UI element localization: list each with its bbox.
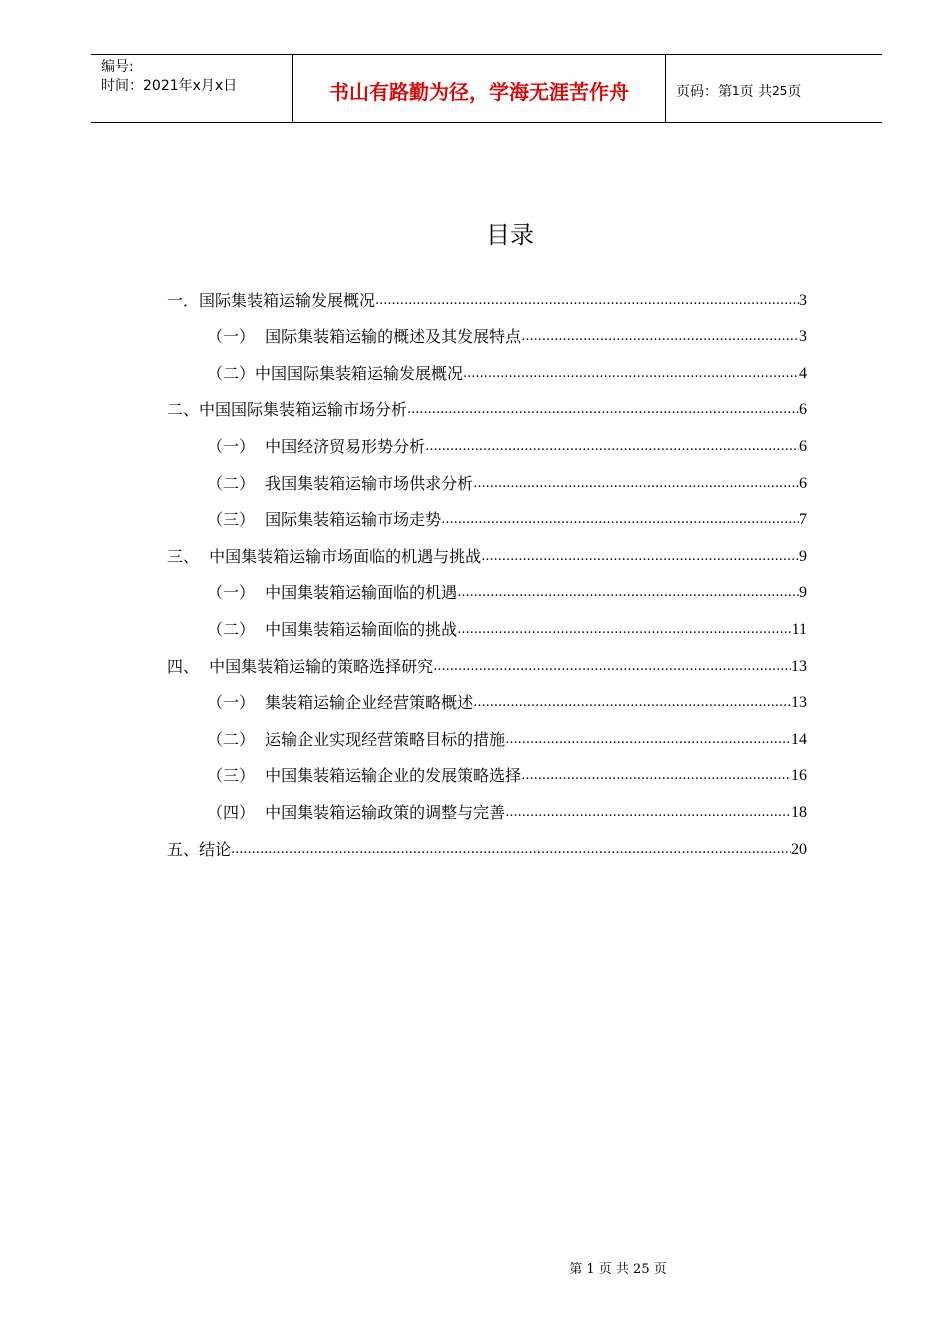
toc-entry[interactable] [167,677,807,714]
toc-entry-page: 4 [799,364,807,382]
page-current: 1 [732,83,740,98]
toc-entry[interactable] [167,786,807,823]
toc-entry[interactable] [167,457,807,494]
toc-entry-label: （一） 中国集装箱运输面临的机遇 [207,583,458,603]
toc-dot-leader [441,510,799,530]
toc-entry-page: 16 [791,767,807,785]
toc-entry-label: （二） 运输企业实现经营策略目标的措施 [207,729,506,749]
toc-entry-page: 6 [799,474,807,492]
toc-dot-leader [521,327,799,347]
toc-entry-label: （二） 我国集装箱运输市场供求分析 [207,473,474,493]
toc-entry-page: 13 [791,657,807,675]
toc-entry-label: 一．国际集装箱运输发展概况 [167,290,376,310]
toc-dot-leader [473,693,791,713]
toc-entry-label: （一） 集装箱运输企业经营策略概述 [207,693,474,713]
toc-dot-leader [457,620,791,640]
toc-entry[interactable] [167,750,807,787]
toc-entry[interactable] [167,640,807,677]
toc-dot-leader [505,730,791,750]
toc-entry[interactable] [167,420,807,457]
toc-entry[interactable] [167,567,807,604]
toc-entry[interactable] [167,384,807,421]
toc-entry-label: 三、 中国集装箱运输市场面临的机遇与挑战 [167,546,482,566]
toc-dot-leader [481,547,799,567]
toc-dot-leader [425,437,799,457]
header-meta [91,55,293,122]
toc-entry[interactable] [167,713,807,750]
toc-entry[interactable] [167,530,807,567]
toc-dot-leader [473,474,799,494]
toc-entry-page: 3 [799,328,807,346]
toc-entry-page: 11 [791,620,807,638]
toc-entry-label: （三） 国际集装箱运输市场走势 [207,510,442,530]
toc-entry[interactable] [167,311,807,348]
page-label-prefix: 页码：第 [676,83,732,100]
toc-dot-leader [457,583,799,603]
page-footer: 第 1 页 共 25 页 [569,1262,667,1277]
toc-dot-leader [231,840,791,860]
toc-dot-leader [463,364,799,384]
toc-entry-page: 6 [799,437,807,455]
toc-entry-page: 3 [799,291,807,309]
page-header [91,54,882,123]
toc-entry[interactable] [167,347,807,384]
toc-dot-leader [407,400,799,420]
toc-entry-label: 二、中国国际集装箱运输市场分析 [167,400,408,420]
document-date-label: 时间：2021年x月x日 [101,78,238,94]
toc-entry-page: 18 [791,803,807,821]
toc-entry-label: 五、结论 [167,839,232,859]
header-page-info [666,55,882,122]
toc-entry-page: 20 [791,840,807,858]
toc-entry-page: 7 [799,511,807,529]
toc-entry-label: （四） 中国集装箱运输政策的调整与完善 [207,802,506,822]
toc-entry-page: 6 [799,401,807,419]
toc-entry-label: （一） 中国经济贸易形势分析 [207,436,426,456]
toc-entry-label: （一） 国际集装箱运输的概述及其发展特点 [207,327,522,347]
toc-dot-leader [375,291,799,311]
toc-entry-page: 9 [799,584,807,602]
toc-entry-label: （二）中国国际集装箱运输发展概况 [207,363,464,383]
toc-entry[interactable] [167,823,807,860]
header-motto: 书山有路勤为径，学海无涯苦作舟 [293,55,666,122]
page-label-suffix: 页 [787,83,802,100]
page-total: 25 [772,83,788,98]
toc-entry[interactable] [167,274,807,311]
page-label-mid: 页 共 [739,83,773,100]
toc-dot-leader [433,657,791,677]
toc-dot-leader [521,766,791,786]
toc-entry-page: 13 [791,694,807,712]
toc-dot-leader [505,803,791,823]
toc-entry-page: 14 [791,730,807,748]
toc-entry-label: （二） 中国集装箱运输面临的挑战 [207,619,458,639]
toc-entry-label: （三） 中国集装箱运输企业的发展策略选择 [207,766,522,786]
toc-entry-page: 9 [799,547,807,565]
toc-entry[interactable] [167,603,807,640]
toc-entry-label: 四、 中国集装箱运输的策略选择研究 [167,656,434,676]
toc-entry[interactable] [167,494,807,531]
table-of-contents [167,274,807,860]
document-number-label: 编号: [101,59,134,75]
toc-title: 目录 [486,221,534,249]
